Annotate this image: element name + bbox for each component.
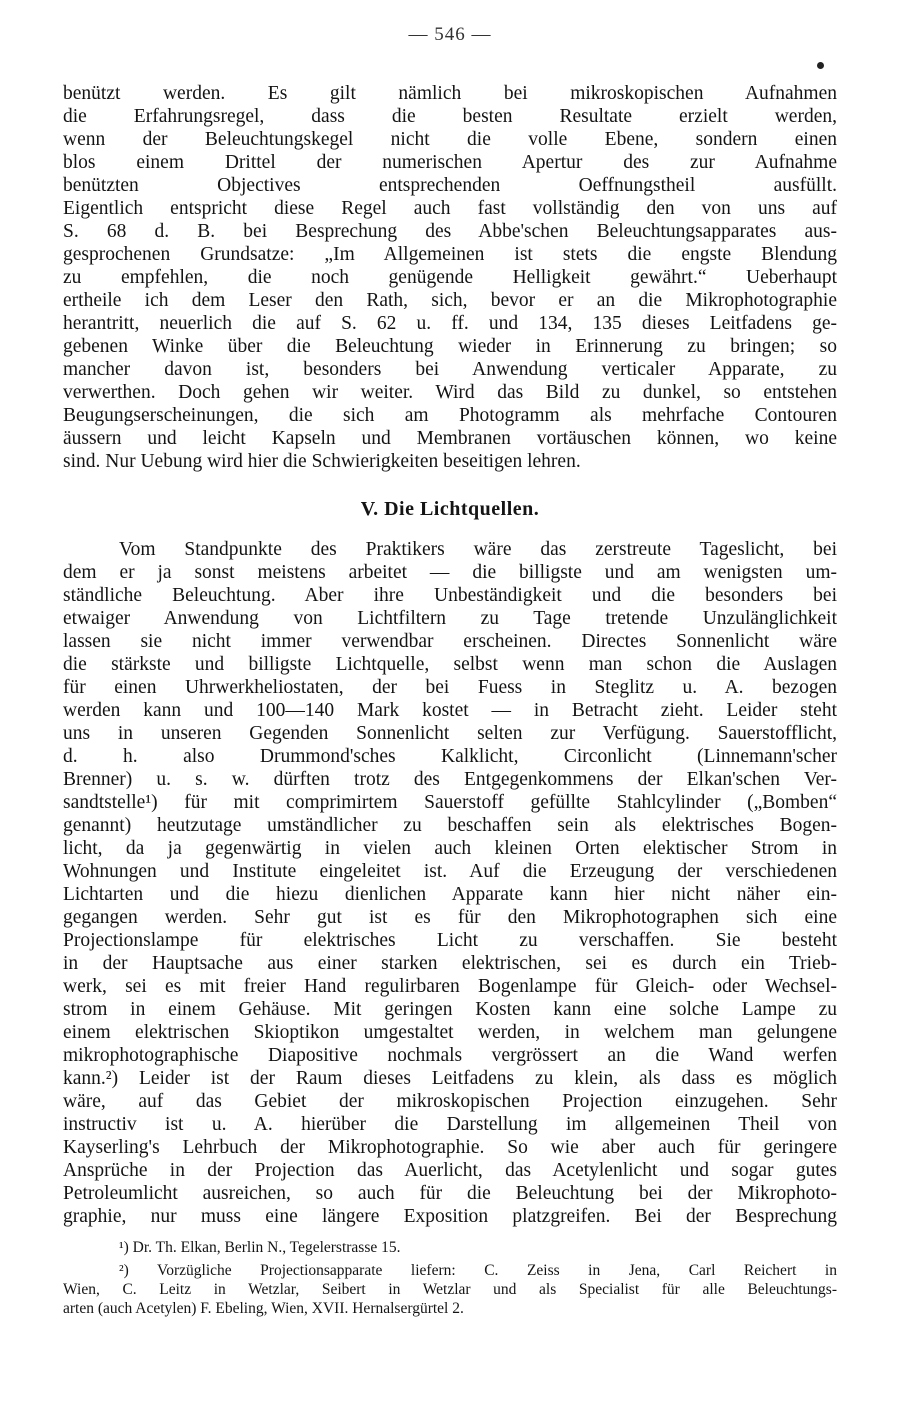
text-line: Eigentlich entspricht diese Regel auch fast vollständig den von uns auf: [63, 198, 837, 219]
text-line: Lichtarten und die hiezu dienlichen Apparate kann hier nicht näher ein-: [63, 884, 837, 905]
text-line: licht, da ja gegenwärtig in vielen auch kleinen Orten elektischer Strom in: [63, 838, 837, 859]
text-line: wäre, auf das Gebiet der mikroskopischen Projection einzugehen. Sehr: [63, 1091, 837, 1112]
footnote-2-line: arten (auch Acetylen) F. Ebeling, Wien, XVII. Hernalsergürtel 2.: [63, 1300, 464, 1317]
text-line: S. 68 d. B. bei Besprechung des Abbe'schen Beleuchtungsapparates aus-: [63, 221, 837, 242]
text-line: etwaiger Anwendung von Lichtfiltern zu Tage tretende Unzulänglichkeit: [63, 608, 837, 629]
text-line: werden kann und 100—140 Mark kostet — in Betracht zieht. Leider steht: [63, 700, 837, 721]
text-line: d. h. also Drummond'sches Kalklicht, Circonlicht (Linnemann'scher: [63, 746, 837, 767]
text-line: Wohnungen und Institute eingeleitet ist. Auf die Erzeugung der verschiedenen: [63, 861, 837, 882]
footnotes: [63, 1238, 837, 1318]
text-line: benützten Objectives entsprechenden Oeffnungstheil ausfüllt.: [63, 175, 837, 196]
text-line: kann.²) Leider ist der Raum dieses Leitfadens zu klein, als dass es möglich: [63, 1068, 837, 1089]
text-line: für einen Uhrwerkheliostaten, der bei Fuess in Steglitz u. A. bezogen: [63, 677, 837, 698]
footnote-2-line: Wien, C. Leitz in Wetzlar, Seibert in Wetzlar und als Specialist für alle Beleuchtungs-: [63, 1281, 837, 1298]
text-line: sind. Nur Uebung wird hier die Schwierigkeiten beseitigen lehren.: [63, 451, 581, 472]
text-line: instructiv ist u. A. hierüber die Darstellung im allgemeinen Theil von: [63, 1114, 837, 1135]
text-line: die stärkste und billigste Lichtquelle, selbst wenn man schon die Auslagen: [63, 654, 837, 675]
footnote-1: ¹) Dr. Th. Elkan, Berlin N., Tegelerstrasse 15.: [119, 1239, 401, 1256]
text-line: mancher davon ist, besonders bei Anwendung verticaler Apparate, zu: [63, 359, 837, 380]
text-line: Ansprüche in der Projection das Auerlicht, das Acetylenlicht und sogar gutes: [63, 1160, 837, 1181]
text-line: wenn der Beleuchtungskegel nicht die volle Ebene, sondern einen: [63, 129, 837, 150]
text-line: Projectionslampe für elektrisches Licht zu verschaffen. Sie besteht: [63, 930, 837, 951]
text-line: die Erfahrungsregel, dass die besten Resultate erzielt werden,: [63, 106, 837, 127]
text-line: herantritt, neuerlich die auf S. 62 u. ff. und 134, 135 dieses Leitfadens ge-: [63, 313, 837, 334]
text-line: mikrophotographische Diapositive nochmals vergrössert an die Wand werfen: [63, 1045, 837, 1066]
ink-speck: [817, 62, 824, 69]
text-line: Kayserling's Lehrbuch der Mikrophotographie. So wie aber auch für geringere: [63, 1137, 837, 1158]
text-line: ständliche Beleuchtung. Aber ihre Unbeständigkeit und die besonders bei: [63, 585, 837, 606]
text-line: strom in einem Gehäuse. Mit geringen Kosten kann eine solche Lampe zu: [63, 999, 837, 1020]
text-line: äussern und leicht Kapseln und Membranen vortäuschen können, wo keine: [63, 428, 837, 449]
section-heading: V. Die Lichtquellen.: [360, 498, 540, 520]
text-line: gegangen werden. Sehr gut ist es für den Mikrophotographen sich eine: [63, 907, 837, 928]
text-line: verwerthen. Doch gehen wir weiter. Wird das Bild zu dunkel, so entstehen: [63, 382, 837, 403]
page-number: — 546 —: [408, 24, 492, 45]
text-line: in der Hauptsache aus einer starken elektrischen, sei es durch ein Trieb-: [63, 953, 837, 974]
text-line: gesprochenen Grundsatze: „Im Allgemeinen ist stets die engste Blendung: [63, 244, 837, 265]
text-line: Beugungserscheinungen, die sich am Photogramm als mehrfache Contouren: [63, 405, 837, 426]
text-line: graphie, nur muss eine längere Exposition platzgreifen. Bei der Besprechung: [63, 1206, 837, 1227]
text-line: benützt werden. Es gilt nämlich bei mikroskopischen Aufnahmen: [63, 83, 837, 104]
text-line: werk, sei es mit freier Hand regulirbaren Bogenlampe für Gleich- oder Wechsel-: [63, 976, 837, 997]
text-line: blos einem Drittel der numerischen Apertur des zur Aufnahme: [63, 152, 837, 173]
text-line: dem er ja sonst meistens arbeitet — die billigste und am wenigsten um-: [63, 562, 837, 583]
text-line: Brenner) u. s. w. dürften trotz des Entgegenkommens der Elkan'schen Ver-: [63, 769, 837, 790]
intro-paragraph: [63, 82, 837, 473]
text-line: lassen sie nicht immer verwendbar erscheinen. Directes Sonnenlicht wäre: [63, 631, 837, 652]
text-line: zu empfehlen, die noch genügende Helligkeit gewährt.“ Ueberhaupt: [63, 267, 837, 288]
text-line: sandtstelle¹) für mit comprimirtem Sauerstoff gefüllte Stahlcylinder („Bomben“: [63, 792, 837, 813]
main-paragraph: [63, 538, 837, 1228]
text-line: uns in unseren Gegenden Sonnenlicht selten zur Verfügung. Sauerstofflicht,: [63, 723, 837, 744]
text-line: Petroleumlicht ausreichen, so auch für die Beleuchtung bei der Mikrophoto-: [63, 1183, 837, 1204]
text-line: Vom Standpunkte des Praktikers wäre das zerstreute Tageslicht, bei: [119, 539, 837, 560]
text-line: einem elektrischen Skioptikon umgestaltet werden, in welchem man gelungene: [63, 1022, 837, 1043]
text-line: gebenen Winke über die Beleuchtung wieder in Erinnerung zu bringen; so: [63, 336, 837, 357]
text-line: genannt) heutzutage umständlicher zu beschaffen sein als elektrisches Bogen-: [63, 815, 837, 836]
text-line: ertheile ich dem Leser den Rath, sich, bevor er an die Mikrophotographie: [63, 290, 837, 311]
footnote-2-line: ²) Vorzügliche Projectionsapparate liefern: C. Zeiss in Jena, Carl Reichert in: [119, 1262, 837, 1279]
